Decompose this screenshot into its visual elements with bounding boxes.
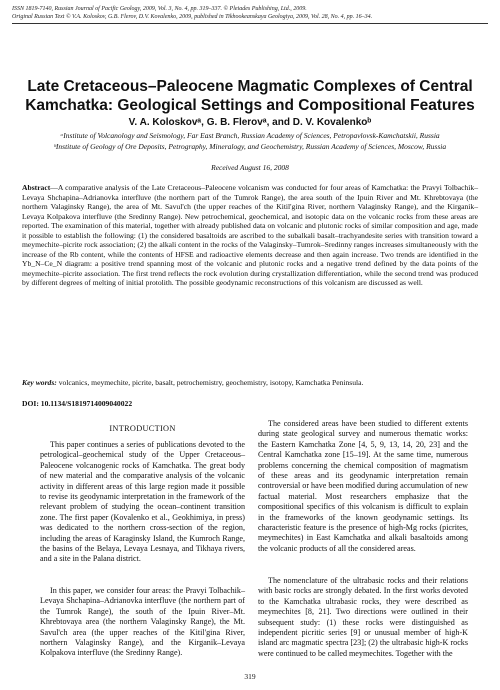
abstract bbox=[22, 183, 478, 288]
right-paragraph-1 bbox=[258, 419, 468, 554]
page-number: 319 bbox=[244, 672, 256, 681]
left-paragraph-1 bbox=[40, 440, 245, 565]
keywords-text: volcanics, meymechite, picrite, basalt, petrochemistry, geochemistry, isotopy, Kamchatka Peninsula. bbox=[56, 378, 364, 387]
keywords-label: Key words: bbox=[22, 378, 57, 387]
right-paragraph-1-text: The considered areas have been studied to different extents during state geological survey and numerous thematic works: the Eastern Kamchatka Zone [4, 5, 9, 13, 14, 20, 23] and the Central Kamchatka zone [15–19]. At the same time, numerous problems concerning the chemical composition of magmatism of these areas and its geodynamic interpretation remain controversial or have been modified during accumulation of new factual material. Most researchers emphasize that the compositional specifics of this volcanism is difficult to explain in the frameworks of the known geodynamic settings. Its characteristic feature is the presence of high-Mg rocks (picrites, meymechites) in East Kamchatka and alkali basaltoids among the volcanic products of all the considered areas. bbox=[258, 419, 468, 553]
right-paragraph-2 bbox=[258, 576, 468, 659]
author-list: V. A. Koloskovᵃ, G. B. Flerovᵃ, and D. V. Kovalenkoᵇ bbox=[128, 117, 372, 128]
keywords bbox=[22, 378, 478, 388]
left-paragraph-2-text: In this paper, we consider four areas: the Pravyi Tolbachik–Levaya Shchapina–Adrianovka interfluve (the northern part of the Tumrok Range), the south of the Ipuin River–Mt. Khrebtovaya area (the northern Valaginsky Range), the Mt. Savul'ch area (the upper reaches of the Kitil'gina River, northern Valaginsky Range), and the Kirganik–Levaya Kolpakova interfluve (the Sredinny Range). bbox=[40, 586, 245, 658]
abstract-text: —A comparative analysis of the Late Cretaceous–Paleocene volcanism was conducted for four areas of Kamchatka: the Pravyi Tolbachik–Levaya Shchapina–Adrianovka interfluve (the northern part of the Tumrok Range), the area south of the Ipuin River and Mt. Khrebtovaya (the northern Valaginsky Range), the area of Mt. Savul'ch (the upper reaches of the Kitil'gina River, northern Valaginsky Range), and the Kirganik–Levaya Kolpakova interfluve (the Sredinny Range). New petrochemical, geochemical, and isotopic data on the volcanic rocks from these areas are reported. The examination of this material, together with already published data on volcanic and plutonic rocks of similar composition and age, made it possible to establish the following: (1) the considered basaltoids are ascribed to the subalkali basalt–trachyandesite series with transition toward a meymechite–picrite rock association; (2) the alkali content in the rocks of the Valaginsky–Tumrok–Sredinny ranges increases simultaneously with the increase of the Rb content, while the contents of HFSE and radioactive elements decrease and then again increase. Two trends are identified in the Yb_N–Ce_N diagram: a positive trend spanning most of the volcanic and plutonic rocks and a negative trend defined by the data points of the meymechite–picrite association. The first trend reflects the rock evolution during crystallization differentiation, while the second trend was produced by different degrees of melting of initial protolith. The possible geodynamic reconstructions of this volcanism are discussed as well. bbox=[22, 183, 478, 287]
received-date: Received August 16, 2008 bbox=[211, 163, 289, 172]
right-paragraph-2-text: The nomenclature of the ultrabasic rocks and their relations with basic rocks are strongly debated. In the first works devoted to the Kamchatka ultrabasic rocks, they were described as meymechites [8, 21]. Two directions were outlined in their subsequent study: (1) these rocks were distinguished as independent picritic series [9] or unusual member of high-K island arc magmatic spectra [23]; (2) the ultrabasic high-K rocks were continued to be called meymechites. Together with the bbox=[258, 576, 468, 658]
paper-title: Late Cretaceous–Paleocene Magmatic Complexes of Central Kamchatka: Geological Settings and Compositional Features bbox=[25, 78, 475, 114]
affiliation-a: ᵃInstitute of Volcanology and Seismology, Far East Branch, Russian Academy of Sciences, Petropavlovsk-Kamchatskii, Russia bbox=[60, 131, 440, 140]
left-paragraph-1-text: This paper continues a series of publications devoted to the petrological–geochemical study of the Upper Cretaceous–Paleocene volcanogenic rocks of Kamchatka. The great body of new material and the comparative analysis of the volcanic activity in different areas of this large region made it possible to revise its geodynamic interpretation in the framework of the relevant problem of studying the ocean–continent transition zone. The first paper (Kovalenko et al., Geokhimiya, in press) was dedicated to the northern cross-section of the region, including the areas of Karaginsky Island, the Kumroch Range, the basins of the Belaya, Levaya Lesnaya, and Tikhaya rivers, and a site in the Palana district. bbox=[40, 440, 245, 564]
journal-header-line-2: Original Russian Text © V.A. Koloskov, G.B. Flerov, D.V. Kovalenko, 2009, published in Tikhookeanskaya Geologiya, 2009, Vol. 28, No. 4, pp. 16–34. bbox=[12, 14, 373, 20]
header-rule bbox=[12, 23, 488, 24]
journal-header-line-1: ISSN 1819-7140, Russian Journal of Pacific Geology, 2009, Vol. 3, No. 4, pp. 319–337. © Pleiades Publishing, Ltd., 2009. bbox=[12, 6, 307, 12]
left-paragraph-2 bbox=[40, 586, 245, 659]
section-heading-introduction: INTRODUCTION bbox=[109, 424, 176, 433]
affiliation-b: ᵇInstitute of Geology of Ore Deposits, Petrography, Mineralogy, and Geochemistry, Russian Academy of Sciences, Moscow, Russia bbox=[53, 142, 447, 151]
doi: DOI: 10.1134/S1819714009040022 bbox=[22, 399, 133, 408]
abstract-label: Abstract bbox=[22, 183, 51, 192]
